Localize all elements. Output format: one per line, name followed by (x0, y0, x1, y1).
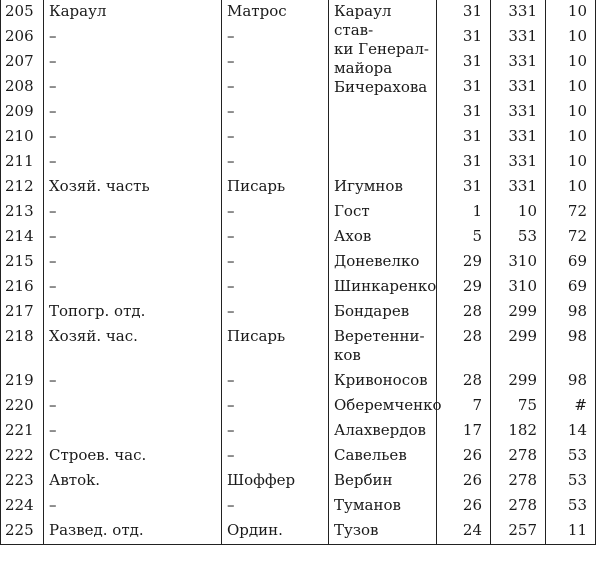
row-number-cell: 207 (1, 50, 44, 75)
row-number-cell: 224 (1, 494, 44, 519)
unit-cell: – (44, 494, 222, 519)
role-cell: – (222, 444, 329, 469)
value-c-cell: 10 (546, 50, 596, 75)
value-c-cell: 98 (546, 300, 596, 325)
name-cell: Туманов (329, 494, 437, 519)
table-row (1, 275, 596, 300)
unit-cell: Хозяй. часть (44, 175, 222, 200)
unit-cell: Развед. отд. (44, 519, 222, 545)
row-number-cell: 222 (1, 444, 44, 469)
name-cell: Игумнов (329, 175, 437, 200)
value-c-cell: 98 (546, 325, 596, 369)
value-c-cell: 69 (546, 250, 596, 275)
unit-cell: Караул (44, 0, 222, 25)
table-row (1, 25, 596, 50)
value-a-cell: 26 (437, 444, 491, 469)
value-a-cell: 31 (437, 175, 491, 200)
table-row (1, 150, 596, 175)
table-row (1, 369, 596, 394)
value-b-cell: 182 (491, 419, 546, 444)
table-row (1, 300, 596, 325)
role-cell: Писарь (222, 325, 329, 369)
value-b-cell: 331 (491, 100, 546, 125)
row-number-cell: 217 (1, 300, 44, 325)
value-c-cell: 72 (546, 225, 596, 250)
value-a-cell: 31 (437, 125, 491, 150)
table-row (1, 200, 596, 225)
unit-cell: – (44, 369, 222, 394)
role-cell: – (222, 150, 329, 175)
value-b-cell: 299 (491, 369, 546, 394)
value-a-cell: 17 (437, 419, 491, 444)
value-a-cell: 7 (437, 394, 491, 419)
role-cell: – (222, 250, 329, 275)
value-b-cell: 299 (491, 325, 546, 369)
name-cell: Караул став- ки Генерал- майора Бичерахова (329, 0, 437, 175)
value-c-cell: # (546, 394, 596, 419)
name-cell: Гост (329, 200, 437, 225)
value-c-cell: 14 (546, 419, 596, 444)
value-b-cell: 278 (491, 469, 546, 494)
value-a-cell: 5 (437, 225, 491, 250)
row-number-cell: 209 (1, 100, 44, 125)
value-c-cell: 10 (546, 100, 596, 125)
value-c-cell: 10 (546, 75, 596, 100)
value-c-cell: 69 (546, 275, 596, 300)
unit-cell: – (44, 225, 222, 250)
row-number-cell: 206 (1, 25, 44, 50)
row-number-cell: 213 (1, 200, 44, 225)
role-cell: – (222, 75, 329, 100)
row-number-cell: 214 (1, 225, 44, 250)
value-c-cell: 10 (546, 0, 596, 25)
value-b-cell: 10 (491, 200, 546, 225)
value-c-cell: 53 (546, 494, 596, 519)
value-b-cell: 53 (491, 225, 546, 250)
unit-cell: Хозяй. час. (44, 325, 222, 369)
value-b-cell: 257 (491, 519, 546, 545)
row-number-cell: 220 (1, 394, 44, 419)
row-number-cell: 212 (1, 175, 44, 200)
unit-cell: – (44, 419, 222, 444)
row-number-cell: 215 (1, 250, 44, 275)
value-b-cell: 331 (491, 0, 546, 25)
role-cell: – (222, 300, 329, 325)
unit-cell: – (44, 275, 222, 300)
role-cell: – (222, 494, 329, 519)
row-number-cell: 219 (1, 369, 44, 394)
value-b-cell: 310 (491, 250, 546, 275)
name-cell: Бондарев (329, 300, 437, 325)
register-table-body (1, 0, 596, 545)
name-cell: Веретенни- ков (329, 325, 437, 369)
role-cell: Ордин. (222, 519, 329, 545)
name-cell: Кривоносов (329, 369, 437, 394)
name-cell: Савельев (329, 444, 437, 469)
value-a-cell: 29 (437, 250, 491, 275)
name-cell: Доневелко (329, 250, 437, 275)
row-number-cell: 221 (1, 419, 44, 444)
unit-cell: Автоk. (44, 469, 222, 494)
role-cell: – (222, 50, 329, 75)
role-cell: – (222, 225, 329, 250)
table-row (1, 0, 596, 25)
role-cell: – (222, 200, 329, 225)
unit-cell: – (44, 250, 222, 275)
name-cell: Алахвердов (329, 419, 437, 444)
role-cell: – (222, 394, 329, 419)
value-a-cell: 28 (437, 325, 491, 369)
row-number-cell: 218 (1, 325, 44, 369)
value-b-cell: 331 (491, 75, 546, 100)
value-c-cell: 72 (546, 200, 596, 225)
value-b-cell: 278 (491, 444, 546, 469)
row-number-cell: 211 (1, 150, 44, 175)
table-row (1, 100, 596, 125)
table-row (1, 125, 596, 150)
value-a-cell: 28 (437, 369, 491, 394)
table-row (1, 75, 596, 100)
unit-cell: – (44, 150, 222, 175)
unit-cell: – (44, 50, 222, 75)
value-c-cell: 10 (546, 150, 596, 175)
table-row (1, 50, 596, 75)
name-cell: Тузов (329, 519, 437, 545)
name-cell: Шинкаренко (329, 275, 437, 300)
value-a-cell: 31 (437, 25, 491, 50)
role-cell: Матрос (222, 0, 329, 25)
table-row (1, 469, 596, 494)
value-a-cell: 31 (437, 150, 491, 175)
value-c-cell: 10 (546, 175, 596, 200)
unit-cell: – (44, 125, 222, 150)
table-row (1, 325, 596, 369)
value-b-cell: 331 (491, 150, 546, 175)
name-cell: Оберемченко (329, 394, 437, 419)
role-cell: – (222, 125, 329, 150)
value-c-cell: 53 (546, 444, 596, 469)
row-number-cell: 210 (1, 125, 44, 150)
value-c-cell: 53 (546, 469, 596, 494)
value-a-cell: 31 (437, 0, 491, 25)
value-b-cell: 278 (491, 494, 546, 519)
table-row (1, 394, 596, 419)
role-cell: – (222, 369, 329, 394)
row-number-cell: 205 (1, 0, 44, 25)
row-number-cell: 223 (1, 469, 44, 494)
value-c-cell: 10 (546, 125, 596, 150)
table-row (1, 444, 596, 469)
value-a-cell: 31 (437, 50, 491, 75)
role-cell: – (222, 100, 329, 125)
name-cell: Ахов (329, 225, 437, 250)
row-number-cell: 208 (1, 75, 44, 100)
value-c-cell: 11 (546, 519, 596, 545)
unit-cell: – (44, 100, 222, 125)
unit-cell: – (44, 394, 222, 419)
value-b-cell: 331 (491, 175, 546, 200)
row-number-cell: 225 (1, 519, 44, 545)
unit-cell: Строев. час. (44, 444, 222, 469)
row-number-cell: 216 (1, 275, 44, 300)
value-c-cell: 10 (546, 25, 596, 50)
value-a-cell: 31 (437, 100, 491, 125)
value-b-cell: 331 (491, 125, 546, 150)
role-cell: Шоффер (222, 469, 329, 494)
value-b-cell: 331 (491, 50, 546, 75)
table-row (1, 519, 596, 545)
role-cell: Писарь (222, 175, 329, 200)
table-row (1, 494, 596, 519)
role-cell: – (222, 25, 329, 50)
unit-cell: Топогр. отд. (44, 300, 222, 325)
role-cell: – (222, 419, 329, 444)
value-b-cell: 75 (491, 394, 546, 419)
value-b-cell: 299 (491, 300, 546, 325)
role-cell: – (222, 275, 329, 300)
table-row (1, 419, 596, 444)
value-a-cell: 28 (437, 300, 491, 325)
table-row (1, 250, 596, 275)
unit-cell: – (44, 200, 222, 225)
table-row (1, 225, 596, 250)
value-a-cell: 26 (437, 494, 491, 519)
value-b-cell: 331 (491, 25, 546, 50)
unit-cell: – (44, 75, 222, 100)
table-row (1, 175, 596, 200)
name-cell: Вербин (329, 469, 437, 494)
value-a-cell: 1 (437, 200, 491, 225)
value-a-cell: 31 (437, 75, 491, 100)
value-a-cell: 24 (437, 519, 491, 545)
value-a-cell: 26 (437, 469, 491, 494)
unit-cell: – (44, 25, 222, 50)
value-a-cell: 29 (437, 275, 491, 300)
value-b-cell: 310 (491, 275, 546, 300)
value-c-cell: 98 (546, 369, 596, 394)
